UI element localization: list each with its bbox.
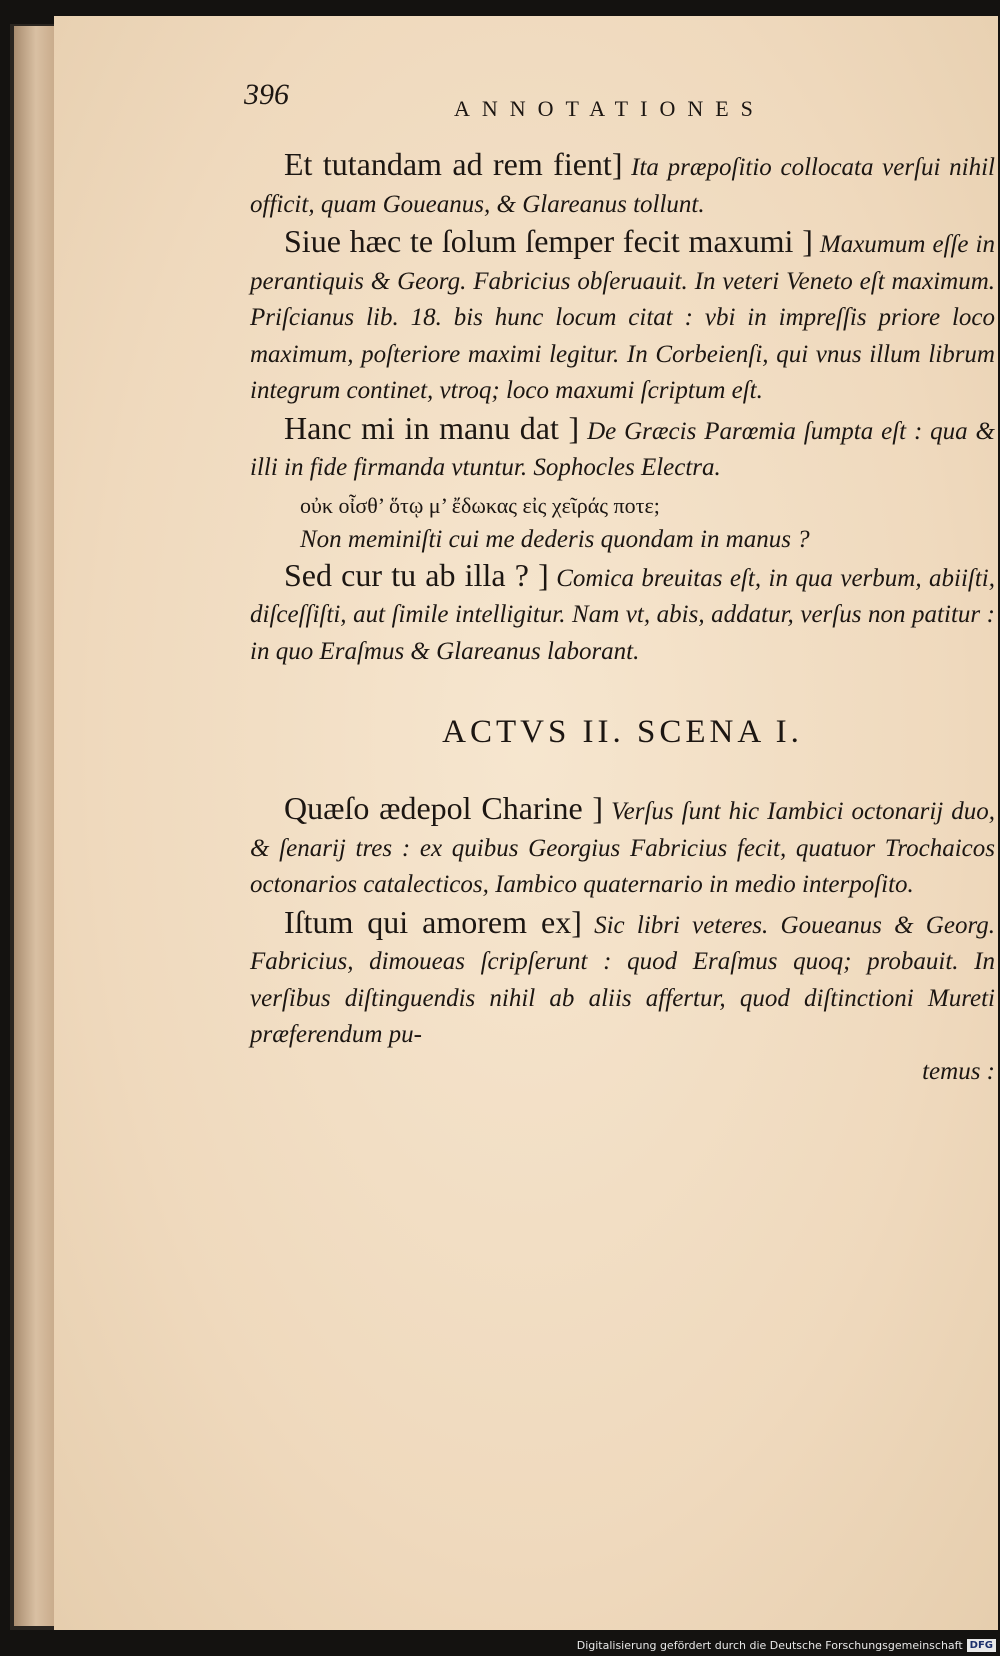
lemma: Hanc mi in manu dat ]	[284, 409, 580, 446]
lemma: Iſtum qui amorem ex]	[284, 903, 582, 940]
footer-text: Digitalisierung gefördert durch die Deutsche Forschungsgemeinschaft	[576, 1639, 963, 1652]
annotation-entry	[250, 557, 995, 671]
running-head: ANNOTATIONES	[454, 96, 765, 121]
dfg-logo: DFG	[967, 1639, 996, 1652]
book-page	[54, 16, 998, 1630]
catchword: temus :	[922, 1057, 995, 1085]
section-heading: ACTVS II. SCENA I.	[442, 714, 803, 750]
annotation-entry	[250, 790, 995, 904]
page-edge	[14, 26, 55, 1626]
lemma: Sed cur tu ab illa ? ]	[284, 556, 549, 593]
commentary: Comica breuitas eſt, in qua verbum, abiiſti, diſceſſiſti, aut ſimile intelligitur. Nam vt, abis, addatur, verſus non patitur : in quo Eraſmus & Glareanus laborant.	[250, 564, 996, 665]
text-block	[250, 146, 995, 1090]
commentary: De Græcis Parœmia ſumpta eſt : qua & illi in fide firmanda vtuntur. Sophocles Electra.	[250, 417, 995, 481]
commentary: Verſus ſunt hic Iambici octonarij duo, & ſenarij tres : ex quibus Georgius Fabricius fecit, quatuor Trochaicos octonarios catalecticos, Iambico quaternario in medio interpoſito.	[250, 798, 996, 898]
commentary: Sic libri veteres. Goueanus & Georg. Fabricius, dimoueas ſcripſerunt : quod Eraſmus quoq; probauit. In verſibus diſtinguendis nihil ab aliis affertur, quod diſtinctioni Mureti præferendum pu-	[250, 911, 996, 1048]
annotation-entry	[250, 223, 995, 410]
greek-quotation: οὐκ οἶσθ’ ὅτῳ μ’ ἔδωκας εἰς χεῖράς ποτε;	[300, 492, 660, 518]
annotation-entry	[250, 410, 995, 487]
annotation-entry	[250, 146, 995, 223]
lemma: Siue hæc te ſolum ſemper fecit maxumi ]	[284, 223, 813, 259]
page-number: 396	[244, 78, 289, 111]
commentary: Maxumum eſſe in perantiquis & Georg. Fabricius obſeruauit. In veteri Veneto eſt maximum. Priſcianus lib. 18. bis hunc locum citat : vbi in impreſſis priore loco maximum, poſteriore maximi legitur. In Corbeienſi, qui vnus illum librum integrum continet, vtroq; loco maxumi ſcriptum eſt.	[250, 231, 995, 404]
lemma: Quæſo ædepol Charine ]	[284, 790, 604, 826]
commentary: Ita præpoſitio collocata verſui nihil officit, quam Goueanus, & Glareanus tollunt.	[250, 154, 996, 218]
quotation-translation: Non meminiſti cui me dederis quondam in manus ?	[300, 525, 810, 553]
footer-credit	[577, 1639, 996, 1652]
annotation-entry	[250, 904, 995, 1054]
lemma: Et tutandam ad rem fient]	[284, 146, 623, 182]
